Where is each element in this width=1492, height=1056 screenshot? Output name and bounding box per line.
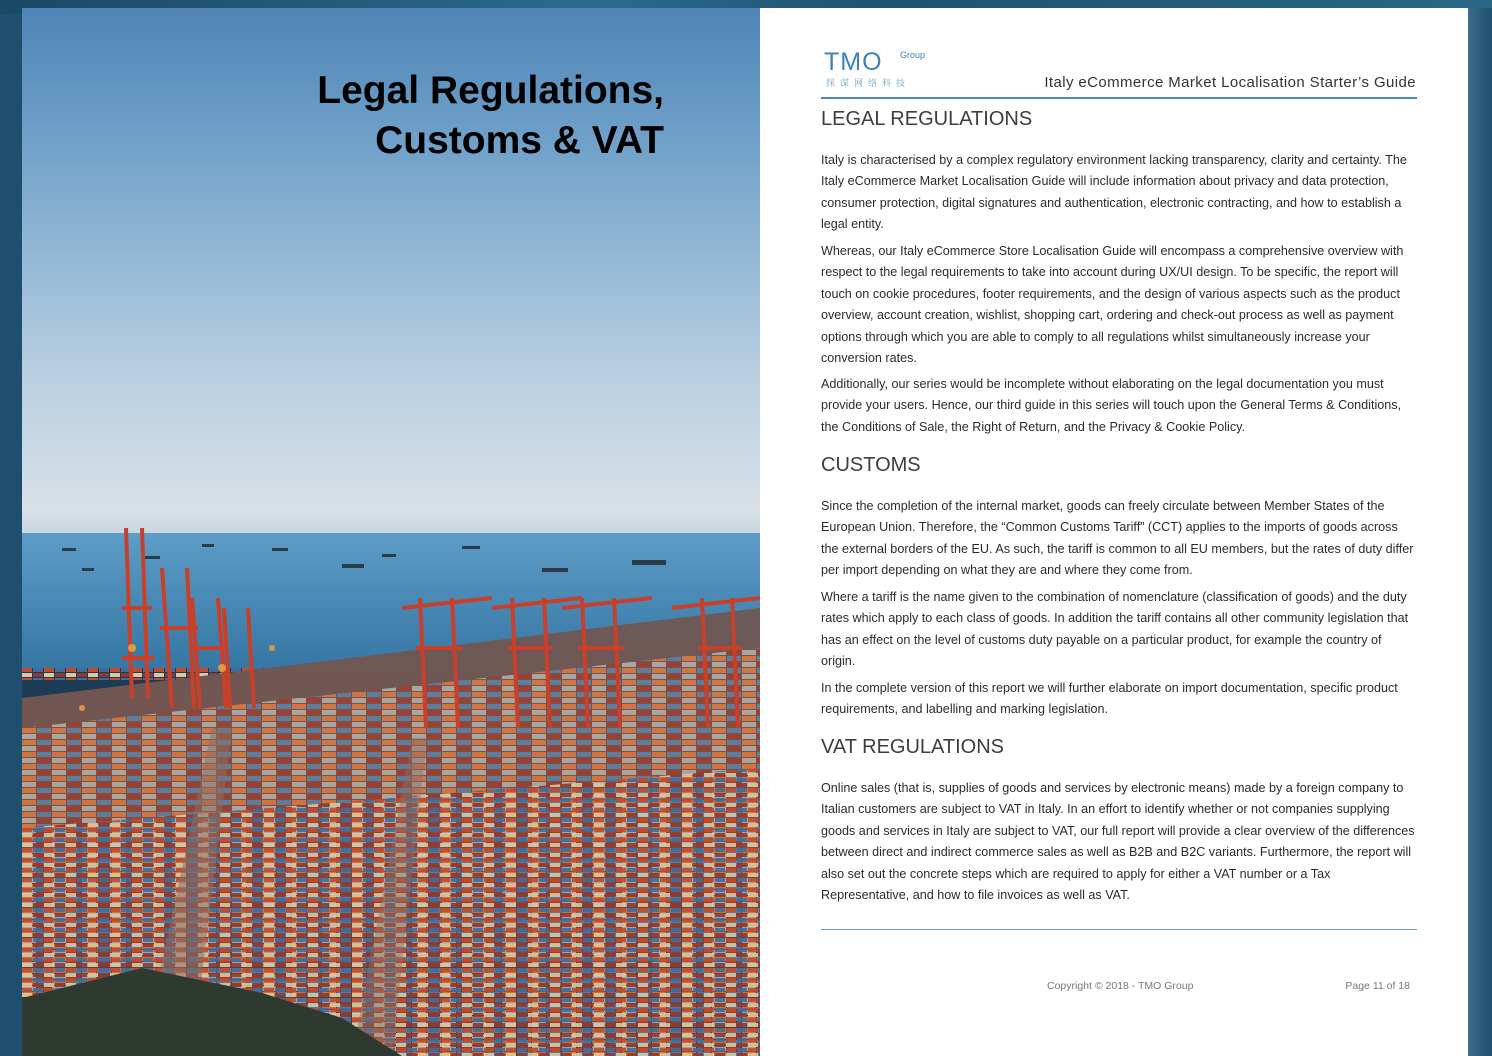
cover-title-line2: Customs & VAT bbox=[375, 119, 664, 162]
guide-title: Italy eCommerce Market Localisation Starter’s Guide bbox=[1044, 74, 1416, 91]
logo-group-label: Group bbox=[900, 50, 926, 60]
legal-paragraph-3: Additionally, our series would be incomplete without elaborating on the legal documentation you must provide your users. Hence, our third guide in this series will touch upon the General Terms & Conditions, the Conditions of Sale, the Right of Return, and the Privacy & Cookie Policy. bbox=[821, 377, 1402, 434]
page-edge-shadow bbox=[1468, 8, 1492, 1056]
content-page bbox=[760, 8, 1468, 1056]
section-title-legal: LEGAL REGULATIONS bbox=[821, 108, 1033, 130]
cover-photo-page bbox=[22, 8, 760, 1056]
tmo-group-logo bbox=[824, 48, 954, 92]
logo-chinese-name: 探谋网络科技 bbox=[826, 78, 911, 88]
footer-page-number: Page 11 of 18 bbox=[1345, 980, 1410, 992]
logo-wordmark: TMO bbox=[824, 48, 883, 76]
footer-divider bbox=[821, 929, 1417, 930]
section-title-customs: CUSTOMS bbox=[821, 454, 921, 476]
vat-paragraph-1: Online sales (that is, supplies of goods and services by electronic means) made by a foreign company to Italian customers are subject to VAT in Italy. In an effort to identify whether or not companies supplying goods and services in Italy are subject to VAT, our full report will provide a clear overview of the differences between direct and indirect commerce sales as well as B2B and B2C variants. Furthermore, the report will also set out the concrete steps which are required to apply for either a VAT number or a Tax Representative, and how to file invoices as well as VAT. bbox=[821, 781, 1415, 903]
footer-copyright: Copyright © 2018 - TMO Group bbox=[1047, 980, 1194, 992]
legal-paragraph-1: Italy is characterised by a complex regulatory environment lacking transparency, clarity and certainty. The Italy eCommerce Market Localisation Guide will include information about privacy and data protection, consumer protection, digital signatures and authentication, electronic contracting, and how to establish a legal entity. bbox=[821, 153, 1407, 232]
legal-paragraph-2: Whereas, our Italy eCommerce Store Localisation Guide will encompass a comprehensive overview with respect to the legal requirements to take into account during UX/UI design. To be specific, the report will touch on cookie procedures, footer requirements, and the design of various aspects such as the product overview, account creation, wishlist, shopping cart, ordering and check-out process as well as payment options through which you are able to comply to all regulations whilst simultaneously increase your conversion rates. bbox=[821, 244, 1404, 366]
section-title-vat: VAT REGULATIONS bbox=[821, 736, 1004, 758]
header-divider bbox=[821, 97, 1417, 99]
customs-paragraph-3: In the complete version of this report we will further elaborate on import documentation, specific product requirements, and labelling and marking legislation. bbox=[821, 681, 1398, 717]
customs-paragraph-2: Where a tariff is the name given to the combination of nomenclature (classification of goods) and the duty rates which apply to each class of goods. In addition the tariff contains all other community legislation that has an effect on the level of customs duty payable on a particular product, for example the country of origin. bbox=[821, 590, 1409, 669]
cover-title bbox=[317, 66, 664, 166]
cover-title-line1: Legal Regulations, bbox=[317, 69, 664, 112]
customs-paragraph-1: Since the completion of the internal market, goods can freely circulate between Member States of the European Union. Therefore, the “Common Customs Tariff” (CCT) applies to the imports of goods across the external borders of the EU. As such, the tariff is common to all EU members, but the rates of duty differ per import depending on what they are and where they come from. bbox=[821, 499, 1414, 578]
